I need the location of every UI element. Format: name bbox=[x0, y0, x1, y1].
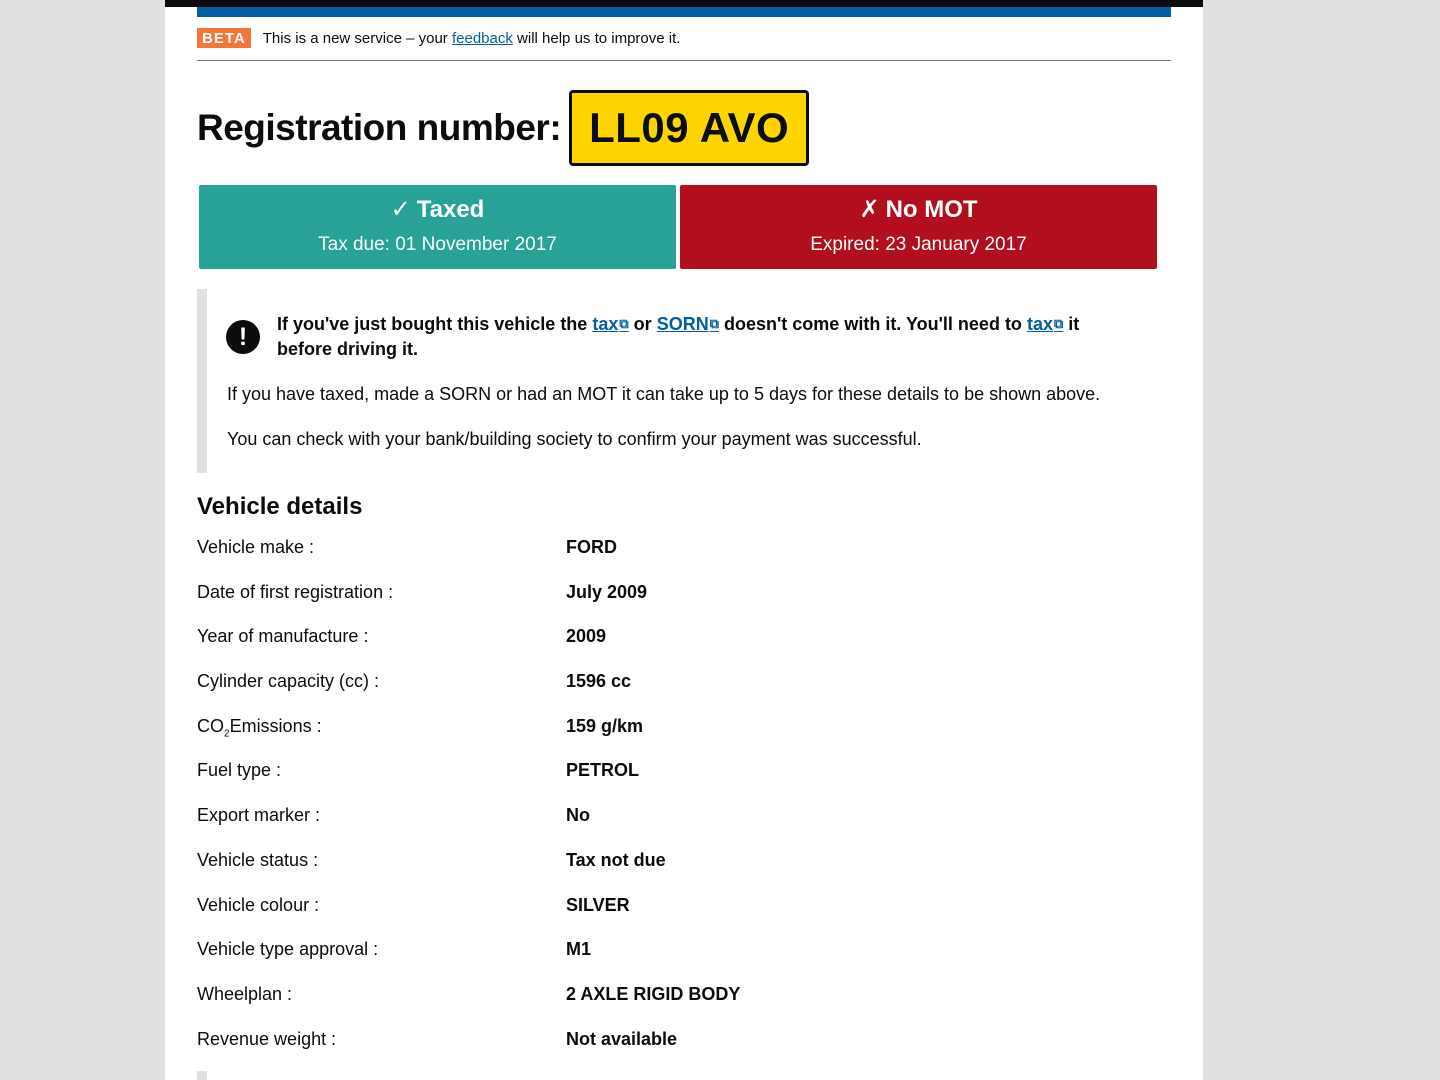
detail-row bbox=[197, 805, 1171, 850]
detail-row bbox=[197, 671, 1171, 716]
detail-value: 2009 bbox=[566, 626, 607, 647]
beta-text-after: will help us to improve it. bbox=[517, 29, 681, 47]
number-plate: LL09 AVO bbox=[569, 90, 809, 166]
header-bar bbox=[165, 0, 1203, 7]
detail-value: SILVER bbox=[566, 894, 630, 915]
detail-label: Vehicle make : bbox=[197, 537, 315, 557]
detail-row bbox=[197, 537, 1171, 582]
cross-icon: ✗ bbox=[859, 196, 880, 223]
next-section-border bbox=[197, 1071, 207, 1080]
detail-row bbox=[197, 626, 1171, 671]
detail-value: 159 g/km bbox=[566, 715, 644, 736]
detail-label: Date of first registration : bbox=[197, 581, 394, 602]
vehicle-details-heading: Vehicle details bbox=[197, 493, 363, 520]
detail-value: PETROL bbox=[566, 760, 640, 781]
detail-label: $CO_2Emissions$ : bbox=[197, 715, 322, 740]
feedback-link[interactable]: feedback bbox=[451, 29, 513, 47]
external-link-icon: ⧉ bbox=[619, 316, 629, 331]
beta-tag: BETA bbox=[197, 28, 251, 48]
header-blue-rule bbox=[197, 7, 1171, 17]
external-link-icon: ⧉ bbox=[709, 316, 719, 331]
notice-border bbox=[197, 289, 207, 473]
detail-row bbox=[197, 760, 1171, 805]
tax-link-2[interactable]: tax⧉ bbox=[1026, 314, 1064, 334]
detail-value: 1596 cc bbox=[566, 671, 632, 692]
detail-label: Vehicle status : bbox=[197, 849, 319, 870]
tax-due-date: Tax due: 01 November 2017 bbox=[318, 234, 557, 255]
check-icon: ✓ bbox=[390, 196, 411, 223]
warning-text: If you've just bought this vehicle the tax⧉ or SORN⧉ doesn't come with it. You'll need to tax⧉ it before driving it. bbox=[277, 314, 1080, 359]
detail-row bbox=[197, 1029, 1171, 1074]
detail-label: Fuel type : bbox=[197, 760, 282, 781]
detail-row bbox=[197, 716, 1171, 761]
info-notice bbox=[197, 289, 1171, 473]
mot-status-title: No MOT bbox=[885, 196, 978, 223]
detail-value: No bbox=[566, 805, 590, 826]
registration-header bbox=[197, 90, 809, 166]
mot-expiry-date: Expired: 23 January 2017 bbox=[810, 234, 1027, 255]
detail-label: Cylinder capacity (cc) : bbox=[197, 671, 380, 692]
registration-label: Registration number: bbox=[197, 107, 562, 148]
notice-processing-text: If you have taxed, made a SORN or had an MOT it can take up to 5 days for these details to be shown above. bbox=[227, 384, 1101, 404]
tax-status-panel bbox=[199, 185, 676, 269]
detail-row bbox=[197, 850, 1171, 895]
notice-bank-text: You can check with your bank/building society to confirm your payment was successful. bbox=[227, 429, 922, 449]
page bbox=[165, 0, 1203, 1080]
detail-row bbox=[197, 939, 1171, 984]
detail-value: Not available bbox=[566, 1028, 678, 1049]
mot-status-panel bbox=[680, 185, 1157, 269]
beta-banner bbox=[197, 28, 680, 48]
detail-row bbox=[197, 984, 1171, 1029]
detail-label: Export marker : bbox=[197, 805, 321, 826]
beta-divider bbox=[197, 60, 1171, 61]
detail-label: Wheelplan : bbox=[197, 983, 293, 1004]
detail-row bbox=[197, 895, 1171, 940]
vehicle-details-list bbox=[197, 537, 1171, 1073]
detail-value: Tax not due bbox=[566, 849, 666, 870]
detail-value: M1 bbox=[566, 939, 592, 960]
detail-value: FORD bbox=[566, 537, 617, 557]
warning-icon: ! bbox=[226, 320, 260, 354]
detail-label: Vehicle type approval : bbox=[197, 939, 379, 960]
sorn-link[interactable]: SORN⧉ bbox=[656, 314, 719, 334]
detail-label: Vehicle colour : bbox=[197, 894, 320, 915]
external-link-icon: ⧉ bbox=[1053, 316, 1064, 331]
detail-row bbox=[197, 582, 1171, 627]
tax-status-title: Taxed bbox=[416, 196, 485, 223]
tax-link[interactable]: tax⧉ bbox=[592, 314, 629, 334]
detail-label: Revenue weight : bbox=[197, 1028, 337, 1049]
detail-value: July 2009 bbox=[566, 581, 648, 602]
detail-value: 2 AXLE RIGID BODY bbox=[566, 983, 741, 1004]
beta-text-before: This is a new service – your bbox=[262, 29, 448, 47]
detail-label: Year of manufacture : bbox=[197, 626, 369, 647]
